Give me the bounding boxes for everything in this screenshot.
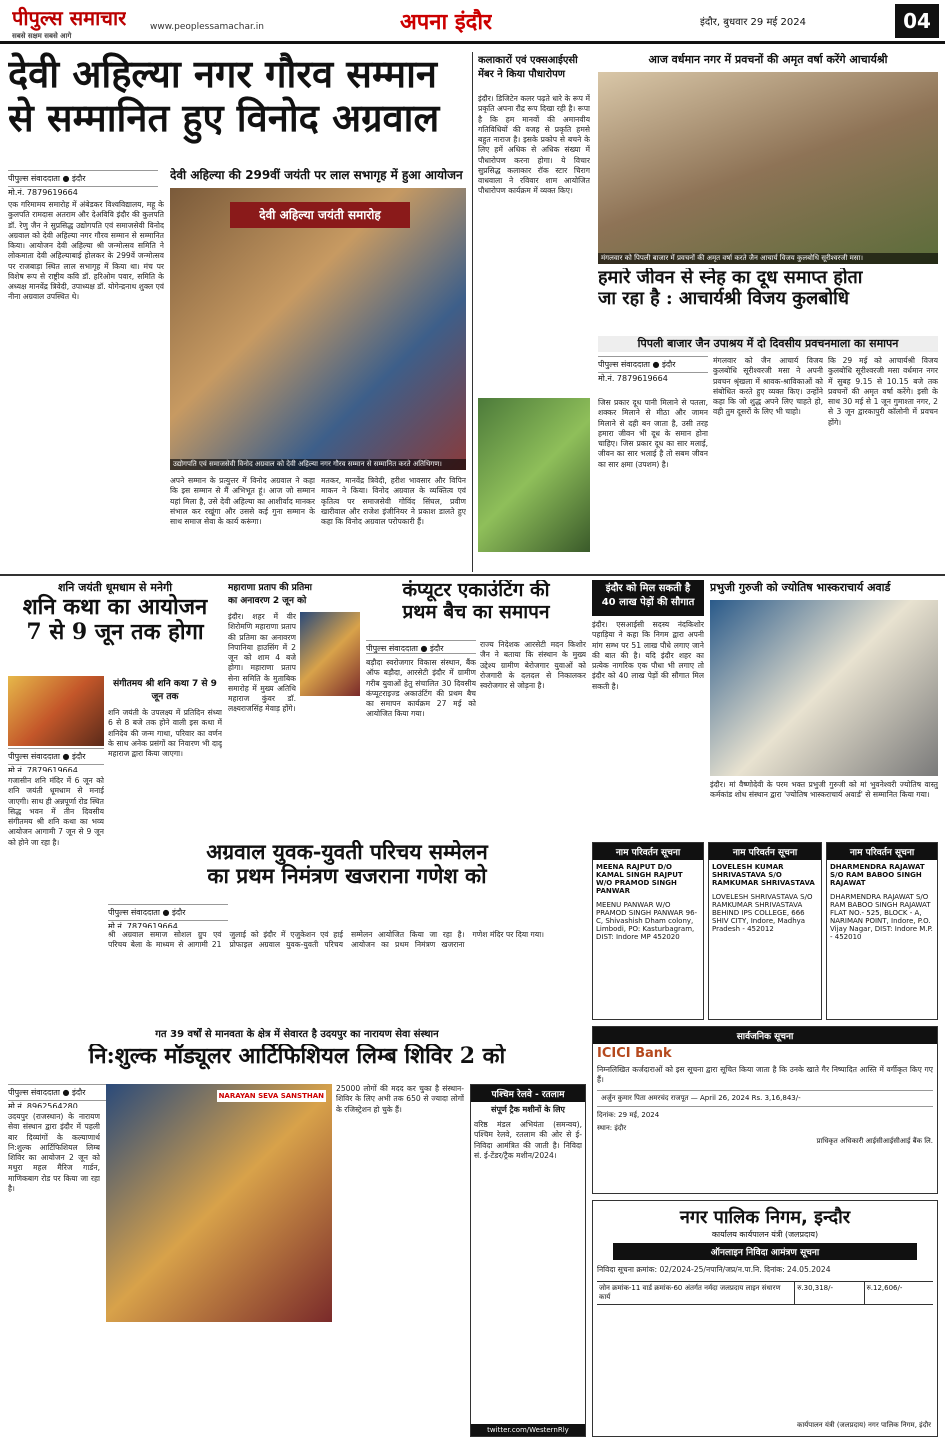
limb-body2: 25000 लोगों की मदद कर चुका है संस्थान- शिविर के लिए अभी तक 650 से ज्यादा लोगों के रजिस्ट्रेशन हो चुके हैं। xyxy=(336,1084,464,1114)
shani-subhead: संगीतमय श्री शनि कथा 7 से 9 जून तक xyxy=(113,679,217,702)
tender-row xyxy=(597,1281,933,1305)
icici-row: अर्जुन कुमार पिता अमरचंद राजपूत — April 26, 2024 Rs. 3,16,843/- xyxy=(597,1090,933,1107)
acharya-col2: मंगलवार को जैन आचार्य विजय कुलबोधि सूरीश्वरजी मसा ने अपनी प्रवचन श्रृंखला में श्रावक-श्राविकाओं को संबोधित करते हुए व्यक्त किए। उन्होंने कहा कि जो शुद्ध अपने लिए चाहते हो, वही तुम दूसरों के लिए भी चाहो। xyxy=(713,356,823,417)
notice-address: DHARMENDRA RAJAWAT S/O RAM BABOO SINGH RAJAWAT FLAT NO.- 525, BLOCK - A, NARIMAN POINT, Indore, P.O. Vijay Nagar, DIST: Indore M.P. - 452010 xyxy=(830,893,933,941)
mobile-number: मो.नं. 7879619664 xyxy=(8,188,78,196)
computer-headline xyxy=(366,580,586,636)
notice-name: MEENA RAJPUT D/O KAMAL SINGH RAJPUT W/O PRAMOD SINGH PANWAR xyxy=(596,863,683,895)
name-change-2 xyxy=(708,842,822,1020)
lead-headline-line1: देवी अहिल्या नगर गौरव सम्मान xyxy=(8,52,438,96)
name-change-1 xyxy=(592,842,704,1020)
notice-name: DHARMENDRA RAJAWAT S/O RAM BABOO SINGH RAJAWAT xyxy=(830,863,925,887)
acharya-col1: जिस प्रकार दूध पानी मिलाने से पतला, शक्कर मिलाने से मीठा और जामन मिलाने से दही बन जाता है, उसी तरह हमारा जीवन भी दूध के समान होना चाहिए। जिस प्रकार दूध का सार मलाई, जीवन का सार भलाई है तो सबम जीवन का सार क्षमा (उपशम) है। xyxy=(598,398,708,469)
mobile-number: मो.नं. 7879619664 xyxy=(8,766,78,772)
railway-ad xyxy=(470,1084,586,1437)
acharya-headline xyxy=(598,268,938,334)
lead-photo-caption: उद्योगपति एवं समाजसेवी विनोद अग्रवाल को देवी अहिल्या नगर गौरव सम्मान से सम्मानित करते अतिथिगण। xyxy=(170,459,466,470)
statue-photo xyxy=(300,612,360,696)
agrawal-body: श्री अग्रवाल समाज सोशल ग्रुप एवं परिचय बेला के माध्यम से आगामी 21 जुलाई को इंदौर में एजुकेशन एवं हाई प्रोफाइल अग्रवाल युवक-युवती परिचय सम्मेलन आयोजित किया जा रहा है। आयोजन का प्रथम निमंत्रण खजराना गणेश मंदिर पर दिया गया। xyxy=(108,930,545,950)
icici-date: दिनांक: 29 मई, 2024 xyxy=(597,1110,660,1119)
acharya-byline xyxy=(598,356,708,382)
bhaskar-headline: प्रभुजी गुरुजी को ज्योतिष भास्कराचार्य अवार्ड xyxy=(710,581,891,594)
website-link[interactable]: www.peoplessamachar.in xyxy=(150,22,264,32)
byline: पीपुल्स संवाददाता ● इंदौर xyxy=(8,170,158,187)
limb-photo xyxy=(106,1084,332,1322)
dateline: इंदौर, बुधवार 29 मई 2024 xyxy=(700,17,806,28)
nagar-subtitle: कार्यालय कार्यपालन यंत्री (जलप्रदाय) xyxy=(711,1230,819,1239)
newspaper-logo[interactable] xyxy=(12,4,126,41)
lead-headline-line2: से सम्मानित हुए विनोद अग्रवाल xyxy=(8,94,440,140)
shani-headline xyxy=(8,580,222,672)
acharya-headline-line1: हमारे जीवन से स्नेह का दूध समाप्त होता xyxy=(598,268,863,288)
tender-emd: रु.12,606/- xyxy=(866,1284,903,1293)
agrawal-byline xyxy=(108,904,228,928)
notice-address: LOVELESH SHRIVASTAVA S/O RAMKUMAR SHRIVASTAVA BEHIND IPS COLLEGE, 666 SHIV CITY, Indore, Madhya Pradesh - 452012 xyxy=(712,893,813,933)
page-number: 04 xyxy=(895,4,939,38)
acharya-kicker: आज वर्धमान नगर में प्रवचनों की अमृत वर्षा करेंगे आचार्यश्री xyxy=(648,53,888,66)
mobile-number: मो.नं. 7879619664 xyxy=(598,374,668,382)
computer-byline: पीपुल्स संवाददाता ● इंदौर xyxy=(366,640,476,654)
section-title: अपना इंदौर xyxy=(400,10,493,35)
shani-headline-line2: 7 से 9 जून तक होगा xyxy=(26,619,204,646)
limb-body: उदयपुर (राजस्थान) के नारायण सेवा संस्थान द्वारा इंदौर में पहली बार दिव्यांगों के कल्याणार्थ नि:शुल्क आर्टिफिशियल लिम्ब शिविर का आयोजन 2 जून को मथुरा महल मैरिज गार्डन, माणिकबाग रोड पर किया जा रहा है। xyxy=(8,1112,100,1193)
computer-headline-line2: प्रथम बैच का समापन xyxy=(402,600,550,623)
name-change-3 xyxy=(826,842,938,1020)
lead-byline xyxy=(8,170,158,196)
pratap-kicker2: का अनावरण 2 जून को xyxy=(228,596,307,606)
award-photo xyxy=(710,600,938,776)
shani-kicker: शनि जयंती धूमधाम से मनेगी xyxy=(57,581,173,594)
railway-title: पश्चिम रेलवे - रतलाम xyxy=(471,1085,585,1102)
lead-subhead: देवी अहिल्या की 299वीं जयंती पर लाल सभागृह में हुआ आयोजन xyxy=(170,168,463,182)
railway-footer[interactable]: twitter.com/WesternRly xyxy=(471,1424,585,1436)
computer-body2: राज्य निदेशक आरसेटी मदन किशोर जैन ने बताया कि संस्थान के मुख्य उद्देश्य ग्रामीण बेरोजगार युवाओं को रोजगारी के दलदल से निकालकर स्वरोजगार से जोड़ना है। xyxy=(480,640,586,690)
masthead xyxy=(0,0,945,44)
lead-col3: मतकर, मानवेंद्र त्रिवेदी, हरीश भावसार और विपिन माकन ने किया। विनोद अग्रवाल के व्यक्तित्व एवं कृतित्व पर समाजसेवी गोविंद सिंघल, प्रवीण खारीवाल और राजेश इंजीनियर ने प्रकाश डालते हुए कहा कि विनोद अग्रवाल परोपकारी हैं। xyxy=(321,476,466,526)
nagar-body: निविदा सूचना क्रमांक: 02/2024-25/नपानि/जप्र/न.पा.नि. दिनांक: 24.05.2024 xyxy=(597,1265,831,1274)
tender-cost: रु.30,318/- xyxy=(795,1282,864,1304)
icici-place: स्थान: इंदौर xyxy=(597,1123,627,1132)
mobile-number: मो.नं. 8962564280 xyxy=(8,1102,78,1108)
kalakar-kicker: कलाकारों एवं एक्सआईएसी xyxy=(478,55,578,66)
indore40-body: इंदौर। एसआईसी सदस्य नंदकिशोर पहाड़िया ने कहा कि निगम द्वारा अपनी मांग सम्भ पर 51 लाख पौधे लगाए जाने की बात की है। यदि इंदौर शहर का प्रत्येक नागरिक एक पौधा भी लगाए तो इंदौर को 40 लाख पेड़ों की सौगात मिल सकती है। xyxy=(592,620,704,691)
nagar-footer: कार्यपालन यंत्री (जलप्रदाय) नगर पालिक निगम, इंदौर xyxy=(796,1421,931,1429)
nagar-nigam-tender xyxy=(592,1200,938,1437)
acharya-col3: कि 29 मई को आचार्यश्री विजय कुलबोधि सूरीश्वरजी मसा वर्धमान नगर में सुबह 9.15 से 10.15 बजे तक प्रवचनों की अमृत वर्षा करेंगे। इसी के साथ 30 मई से 1 जून गुमाश्ता नगर, 2 से 3 जून द्वारकापुरी कॉलोनी में प्रवचन होंगे। xyxy=(828,356,938,427)
column-divider xyxy=(472,52,473,572)
limb-banner: NARAYAN SEVA SANSTHAN xyxy=(218,1092,324,1100)
notice-title: नाम परिवर्तन सूचना xyxy=(593,843,703,860)
notice-title: नाम परिवर्तन सूचना xyxy=(827,843,937,860)
lead-col2: अपने सम्मान के प्रत्युत्तर में विनोद अग्रवाल ने कहा कि इस सम्मान से मैं अभिभूत हूं। आज जो सम्मान यहां मिला है, उसे देवी अहिल्या का आशीर्वाद मानकर संभाल कर रखूंगा और उससे कई गुना सम्मान के साथ समाज सेवा के कार्य करूंगा। xyxy=(170,476,315,526)
kalakar-headline xyxy=(478,52,590,92)
byline: पीपुल्स संवाददाता ● इंदौर xyxy=(8,1084,128,1101)
indore40-headline xyxy=(592,580,704,616)
indore40-headline-line1: इंदौर को मिल सकती है xyxy=(605,583,691,594)
acharya-photo-caption: मंगलवार को पिपली बाजार में प्रवचनों की अमृत वर्षा करते जैन आचार्य विजय कुलबोधि सूरीश्वरजी मसा। xyxy=(598,253,938,264)
shani-side: शनि जयंती के उपलक्ष्य में प्रतिदिन संध्या 6 से 8 बजे तक होने वाली इस कथा में शनिदेव की जन्म गाथा, परिवार का वर्णन के साथ अनेक प्रसंगों का निवारण भी दादू महाराज द्वारा किया जाएगा। xyxy=(108,708,222,758)
railway-body: वरिष्ठ मंडल अभियंता (समन्वय), पश्चिम रेलवे, रतलाम की ओर से ई-निविदा आमंत्रित की जाती है। निविदा सं. ई-टेंडर/ट्रैक मशीन/2024। xyxy=(474,1120,582,1160)
limb-kicker: गत 39 वर्षों से मानवता के क्षेत्र में सेवारत है उदयपुर का नारायण सेवा संस्थान xyxy=(155,1029,439,1040)
shani-body: गजासीन शनि मंदिर में 6 जून को शनि जयंती धूमधाम से मनाई जाएगी। साथ ही अन्नपूर्णा रोड स्थित सिद्ध भवन में तीन दिवसीय संगीतमय श्री शनि कथा का भव्य आयोजन आगामी 7 जून से 9 जून को होने जा रहा है। xyxy=(8,776,104,847)
icici-sign: प्राधिकृत अधिकारी आईसीआईसीआई बैंक लि. xyxy=(816,1136,933,1145)
notice-address: MEENU PANWAR W/O PRAMOD SINGH PANWAR 96-C, Shivashish Dham colony, Limbodi, PO: Kasturbagram, DIST: Indore MP 452020 xyxy=(596,901,698,941)
lead-photo xyxy=(170,188,466,470)
computer-headline-line1: कंप्यूटर एकाउंटिंग की xyxy=(402,580,550,601)
lead-col1: एक गरिमामय समारोह में अंबेडकर विश्वविद्यालय, महू के कुलपति रामदास अतराम और देअविवि इंदौर की कुलपति डॉ. रेणु जैन ने सुप्रसिद्ध उद्योगपति एवं समाजसेवी विनोद अग्रवाल को देवी अहिल्या नगर गौरव सम्मान से सम्मानित किया। आयोजन देवी अहिल्या श्री जन्मोत्सव समिति ने लोकमाता देवी अहिल्याबाई होलकर के 299वें जन्मोत्सव पर राजबाड़ा स्थित लाल सभागृह में किया था। मंच पर विशेष रूप से राष्ट्रीय कवि डॉ. हरिओम पवार, समिति के अध्यक्ष मानवेंद्र त्रिवेदी, उपाध्यक्ष डॉ. योगेन्द्रनाथ शुक्ल एवं नीना अग्रवाल उपस्थित थे। xyxy=(8,200,164,302)
pratap-body: इंदौर। शहर में वीर शिरोमणि महाराणा प्रताप की प्रतिमा का अनावरण निपानिया हाउसिंग में 2 जून को शाम 4 बजे होगा। महाराणा प्रताप सेना समिति के मुताबिक समारोह में मुख्य अतिथि महाराज कुंवर डॉ. लक्ष्यराजसिंह मेवाड़ होंगे। xyxy=(228,612,296,714)
byline: पीपुल्स संवाददाता ● इंदौर xyxy=(108,904,228,921)
agrawal-headline-line1: अग्रवाल युवक-युवती परिचय सम्मेलन xyxy=(206,840,488,864)
computer-body: बड़ौदा स्वरोजगार विकास संस्थान, बैंक ऑफ बड़ौदा, आरसेटी इंदौर में ग्रामीण गरीब युवाओं हेतु संचालित 30 दिवसीय कंप्यूटराइज्ड अकाउंटिंग की प्रथम बैच का समापन कार्यक्रम 27 मई को आयोजित किया गया। xyxy=(366,658,476,719)
icici-brand: ICICI Bank xyxy=(597,1046,672,1061)
acharya-headline-line2: जा रहा है : आचार्यश्री विजय कुलबोधि xyxy=(598,287,849,309)
shani-photo xyxy=(8,676,104,746)
agrawal-headline xyxy=(108,840,586,900)
notice-title: नाम परिवर्तन सूचना xyxy=(709,843,821,860)
acharya-subhead: पिपली बाजार जैन उपाश्रय में दो दिवसीय प्रवचनमाला का समापन xyxy=(598,336,938,352)
byline: पीपुल्स संवाददाता ● इंदौर xyxy=(598,356,708,373)
logo-text: पीपुल्स समाचार xyxy=(12,6,127,30)
acharya-photo xyxy=(598,72,938,264)
kalakar-body: इंदौर। डिजिटेन कलर पढ़ते धारे के रूप में प्रकृति अपना रौद्र रूप दिखा रही है। रूपा है कि हम मानवों की अमानवीय गतिविधियों की वजह से प्रकृति हमसे बहुत नाराज है। इसके प्रकोप से बचने के लिए हमें अधिक से अधिक संख्या में पौधारोपण करना होगा। ये विचार सुप्रसिद्ध कलाकार रॉक स्टार चिराग वाधवाला ने रविवार शाम आयोजित पौधारोपण कार्यक्रम में व्यक्त किए। xyxy=(478,94,590,196)
railway-subtitle: संपूर्ण ट्रैक मशीनों के लिए xyxy=(491,1105,565,1114)
indore40-headline-line2: 40 लाख पेड़ों की सौगात xyxy=(601,597,695,608)
pratap-kicker: महाराणा प्रताप की प्रतिमा xyxy=(228,583,312,593)
section-divider xyxy=(0,574,945,576)
shani-byline xyxy=(8,748,104,772)
icici-body: निम्नलिखित कर्जदाराओं को इस सूचना द्वारा सूचित किया जाता है कि उनके खाते गैर निष्पादित आस्ति में वर्गीकृत किए गए हैं। xyxy=(597,1065,933,1085)
mobile-number: मो.नं. 7879619664 xyxy=(108,922,178,928)
pratap-headline xyxy=(228,580,360,608)
event-banner: देवी अहिल्या जयंती समारोह xyxy=(230,202,410,228)
nagar-title: नगर पालिक निगम, इन्दौर xyxy=(679,1207,851,1228)
kalakar-kicker2: मेंबर ने किया पौधारोपण xyxy=(478,69,566,80)
tender-item: जोन क्रमांक-11 वार्ड क्रमांक-60 अंतर्गत नर्मदा जलप्रदाय लाइन संधारण कार्य xyxy=(597,1282,795,1304)
plantation-photo xyxy=(478,398,590,552)
lead-headline xyxy=(8,52,466,164)
bhaskar-caption: इंदौर। मां वैष्णोदेवी के परम भक्त प्रभुजी गुरुजी को मां भुवनेश्वरी ज्योतिष वास्तु कर्मकांड शोध संस्थान द्वारा 'ज्योतिष भास्कराचार्य अवार्ड' से सम्मानित किया गया। xyxy=(710,780,938,800)
notice-name: LOVELESH KUMAR SHRIVASTAVA S/O RAMKUMAR SHRIVASTAVA xyxy=(712,863,815,887)
logo-tagline: सबसे सक्षम सबसे आगे xyxy=(12,31,72,40)
byline: पीपुल्स संवाददाता ● इंदौर xyxy=(8,748,104,765)
shani-headline-line1: शनि कथा का आयोजन xyxy=(22,594,208,620)
icici-notice xyxy=(592,1026,938,1194)
nagar-notice: ऑनलाइन निविदा आमंत्रण सूचना xyxy=(613,1243,917,1260)
icici-title: सार्वजनिक सूचना xyxy=(593,1027,937,1044)
limb-headline: नि:शुल्क मॉड्यूलर आर्टिफिशियल लिम्ब शिविर 2 को xyxy=(88,1044,506,1069)
agrawal-headline-line2: का प्रथम निमंत्रण खजराना गणेश को xyxy=(207,863,487,889)
